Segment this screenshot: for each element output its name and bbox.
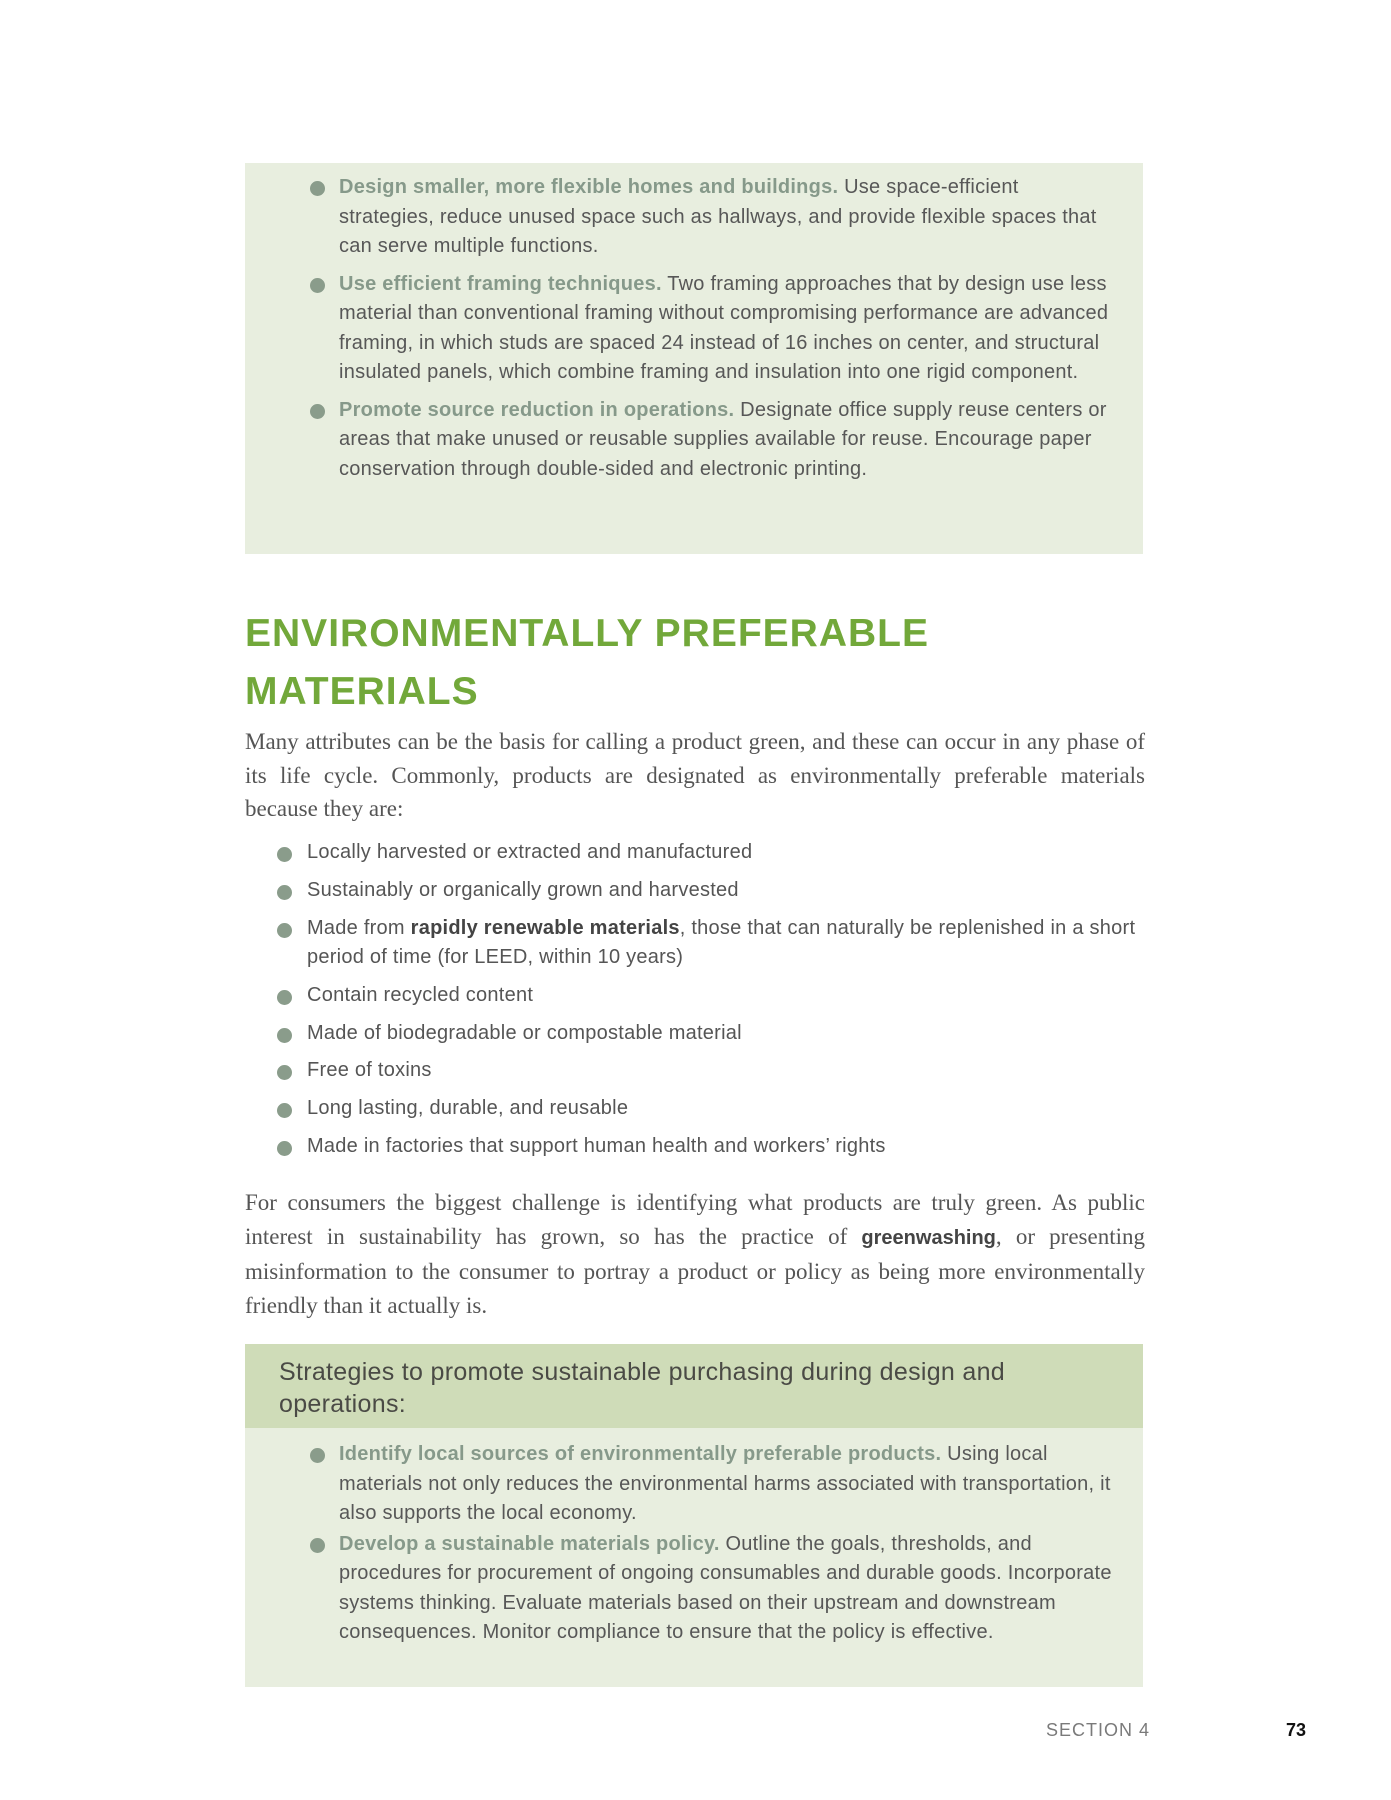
strategies-list — [245, 1428, 1143, 1648]
strategy-text: Using local materials not only reduces the environmental harms associated with transportation, it also supports the local economy. — [339, 1443, 1111, 1524]
bullet-icon — [310, 404, 325, 419]
list-item — [245, 1132, 1145, 1162]
intro-paragraph: Many attributes can be the basis for calling a product green, and these can occur in any phase of its life cycle. Commonly, products are designated as environmentally preferable materials because they are: — [245, 729, 1145, 821]
bullet-icon — [310, 1538, 325, 1553]
section-heading — [245, 605, 929, 721]
material-attributes-list — [245, 838, 1145, 1170]
key-term: rapidly renewable materials — [410, 916, 680, 939]
strategies-title: Strategies to promote sustainable purchasing during design and operations: — [279, 1358, 1005, 1418]
tip-text: Use space-efficient strategies, reduce unused space such as hallways, and provide flexible spaces that can serve multiple functions. — [339, 176, 1097, 257]
bullet-icon — [277, 923, 292, 938]
list-item-text: Made in factories that support human health and workers’ rights — [307, 1135, 886, 1158]
list-item-text: Long lasting, durable, and reusable — [307, 1097, 629, 1120]
bullet-icon — [277, 1065, 292, 1080]
tips-list — [245, 163, 1143, 484]
list-item — [245, 1094, 1145, 1124]
strategies-box — [245, 1344, 1143, 1687]
list-item-text: Sustainably or organically grown and harvested — [307, 878, 739, 901]
list-item — [245, 1056, 1145, 1086]
list-item-text: Made from — [307, 916, 411, 939]
tip-lead: Design smaller, more flexible homes and buildings. — [339, 176, 839, 198]
bullet-icon — [310, 1448, 325, 1463]
greenwashing-paragraph — [245, 1186, 1145, 1322]
tip-lead: Promote source reduction in operations. — [339, 398, 735, 421]
key-term: greenwashing — [861, 1226, 996, 1249]
tip-item — [245, 173, 1143, 262]
heading-line-2: MATERIALS — [245, 670, 479, 713]
bullet-icon — [277, 1141, 292, 1156]
strategy-text: Outline the goals, thresholds, and procedures for procurement of ongoing consumables and durable goods. Incorporate systems thinking. Evaluate materials based on their upstream and downstream consequences. Monitor compliance to ensure that the policy is effective. — [339, 1532, 1112, 1643]
paragraph-text: , or presenting misinformation to the consumer to portray a product or policy as being more environmentally friendly than it actually is. — [245, 1223, 1145, 1318]
list-item-text: Made of biodegradable or compostable material — [307, 1021, 742, 1044]
tip-item — [245, 270, 1143, 388]
strategy-item — [245, 1440, 1143, 1529]
bullet-icon — [277, 1028, 292, 1043]
list-item — [245, 838, 1145, 868]
bullet-icon — [277, 990, 292, 1005]
bullet-icon — [277, 847, 292, 862]
list-item-text: Contain recycled content — [307, 983, 534, 1006]
list-item-text: , those that can naturally be replenished in a short period of time (for LEED, within 10 years) — [307, 916, 1136, 969]
paragraph-text: For consumers the biggest challenge is identifying what products are truly green. As public interest in sustainability has grown, so has the practice of — [245, 1190, 1145, 1249]
bullet-icon — [277, 1103, 292, 1118]
list-item — [245, 914, 1145, 973]
strategy-item — [245, 1530, 1143, 1648]
list-item — [245, 1019, 1145, 1049]
bullet-icon — [310, 278, 325, 293]
tip-text: Designate office supply reuse centers or areas that make unused or reusable supplies available for reuse. Encourage paper conservation through double-sided and electronic printing. — [339, 398, 1107, 480]
strategy-lead: Identify local sources of environmentally preferable products. — [339, 1443, 942, 1465]
list-item-text: Free of toxins — [307, 1059, 432, 1082]
bullet-icon — [310, 181, 325, 196]
list-item — [245, 876, 1145, 906]
tip-lead: Use efficient framing techniques. — [339, 272, 662, 295]
list-item — [245, 981, 1145, 1011]
list-item-text: Locally harvested or extracted and manufactured — [307, 841, 753, 863]
strategies-box-header — [245, 1344, 1143, 1428]
heading-line-1: ENVIRONMENTALLY PREFERABLE — [245, 612, 930, 655]
bullet-icon — [277, 885, 292, 900]
page-number: 73 — [1286, 1720, 1307, 1740]
tip-item — [245, 396, 1143, 485]
strategy-lead: Develop a sustainable materials policy. — [339, 1532, 720, 1555]
tip-text: Two framing approaches that by design use less material than conventional framing without compromising performance are advanced framing, in which studs are spaced 24 instead of 16 inches on center, and structural insulated panels, which combine framing and insulation into one rigid component. — [339, 272, 1109, 383]
tips-box-reduce-material — [245, 163, 1143, 554]
footer-section-label: SECTION 4 — [1046, 1720, 1151, 1740]
